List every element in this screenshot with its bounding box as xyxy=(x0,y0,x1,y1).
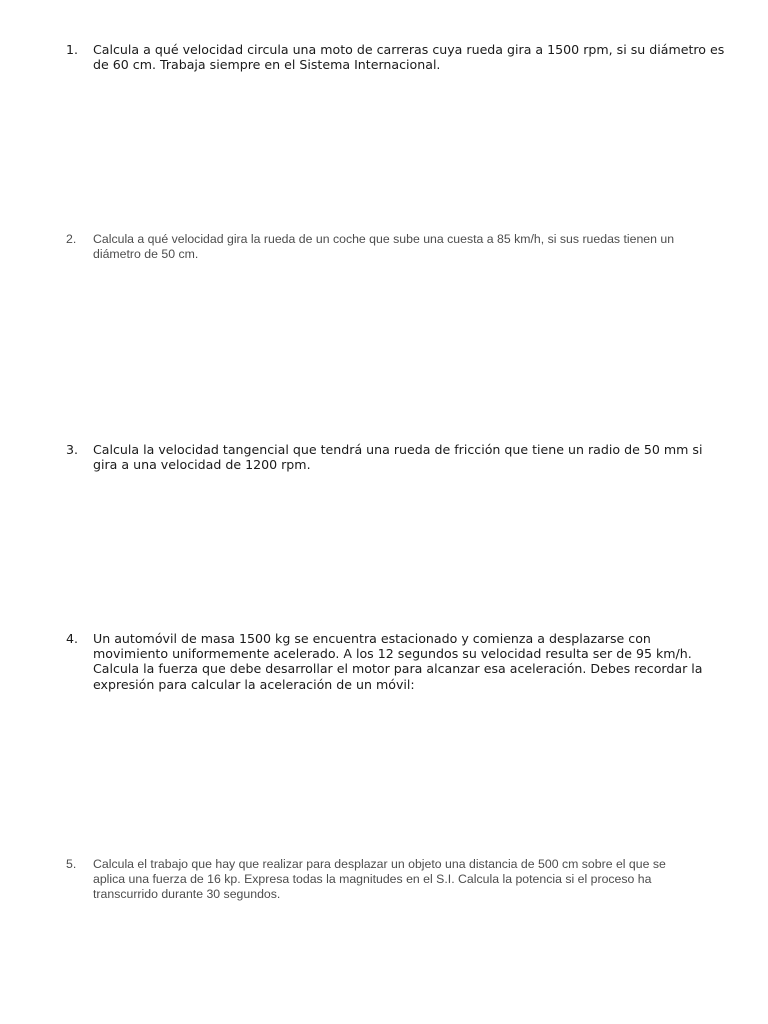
exercise-text: Calcula a qué velocidad gira la rueda de un coche que sube una cuesta a 85 km/h, si sus ruedas tienen un diámetro de 50 cm. xyxy=(93,232,675,261)
exercise-text: Un automóvil de masa 1500 kg se encuentra estacionado y comienza a desplazarse con movimiento uniformemente acelerado. A los 12 segundos su velocidad resulta ser de 95 km/h. Calcula la fuerza que debe desarrollar el motor para alcanzar esa aceleración. Debes recordar la expresión para calcular la aceleración de un móvil: xyxy=(93,631,703,692)
exercise-number: 2. xyxy=(66,232,77,246)
exercise-text: Calcula la velocidad tangencial que tendrá una rueda de fricción que tiene un radio de 50 mm si gira a una velocidad de 1200 rpm. xyxy=(93,442,703,473)
exercise-number: 5. xyxy=(66,857,77,871)
exercise-text: Calcula a qué velocidad circula una moto de carreras cuya rueda gira a 1500 rpm, si su diámetro es de 60 cm. Trabaja siempre en el Sistema Internacional. xyxy=(93,42,725,73)
exercise-item xyxy=(66,232,726,262)
exercise-item xyxy=(66,631,726,692)
exercise-number: 3. xyxy=(66,442,79,457)
exercise-item xyxy=(66,442,726,472)
exercise-number: 1. xyxy=(66,42,79,57)
exercise-text: Calcula el trabajo que hay que realizar para desplazar un objeto una distancia de 500 cm sobre el que se aplica una fuerza de 16 kp. Expresa todas la magnitudes en el S.I. Calcula la potencia si el proceso ha transcurrido durante 30 segundos. xyxy=(93,857,666,901)
exercise-number: 4. xyxy=(66,631,79,646)
exercise-item xyxy=(66,42,726,72)
exercise-item xyxy=(66,857,726,902)
